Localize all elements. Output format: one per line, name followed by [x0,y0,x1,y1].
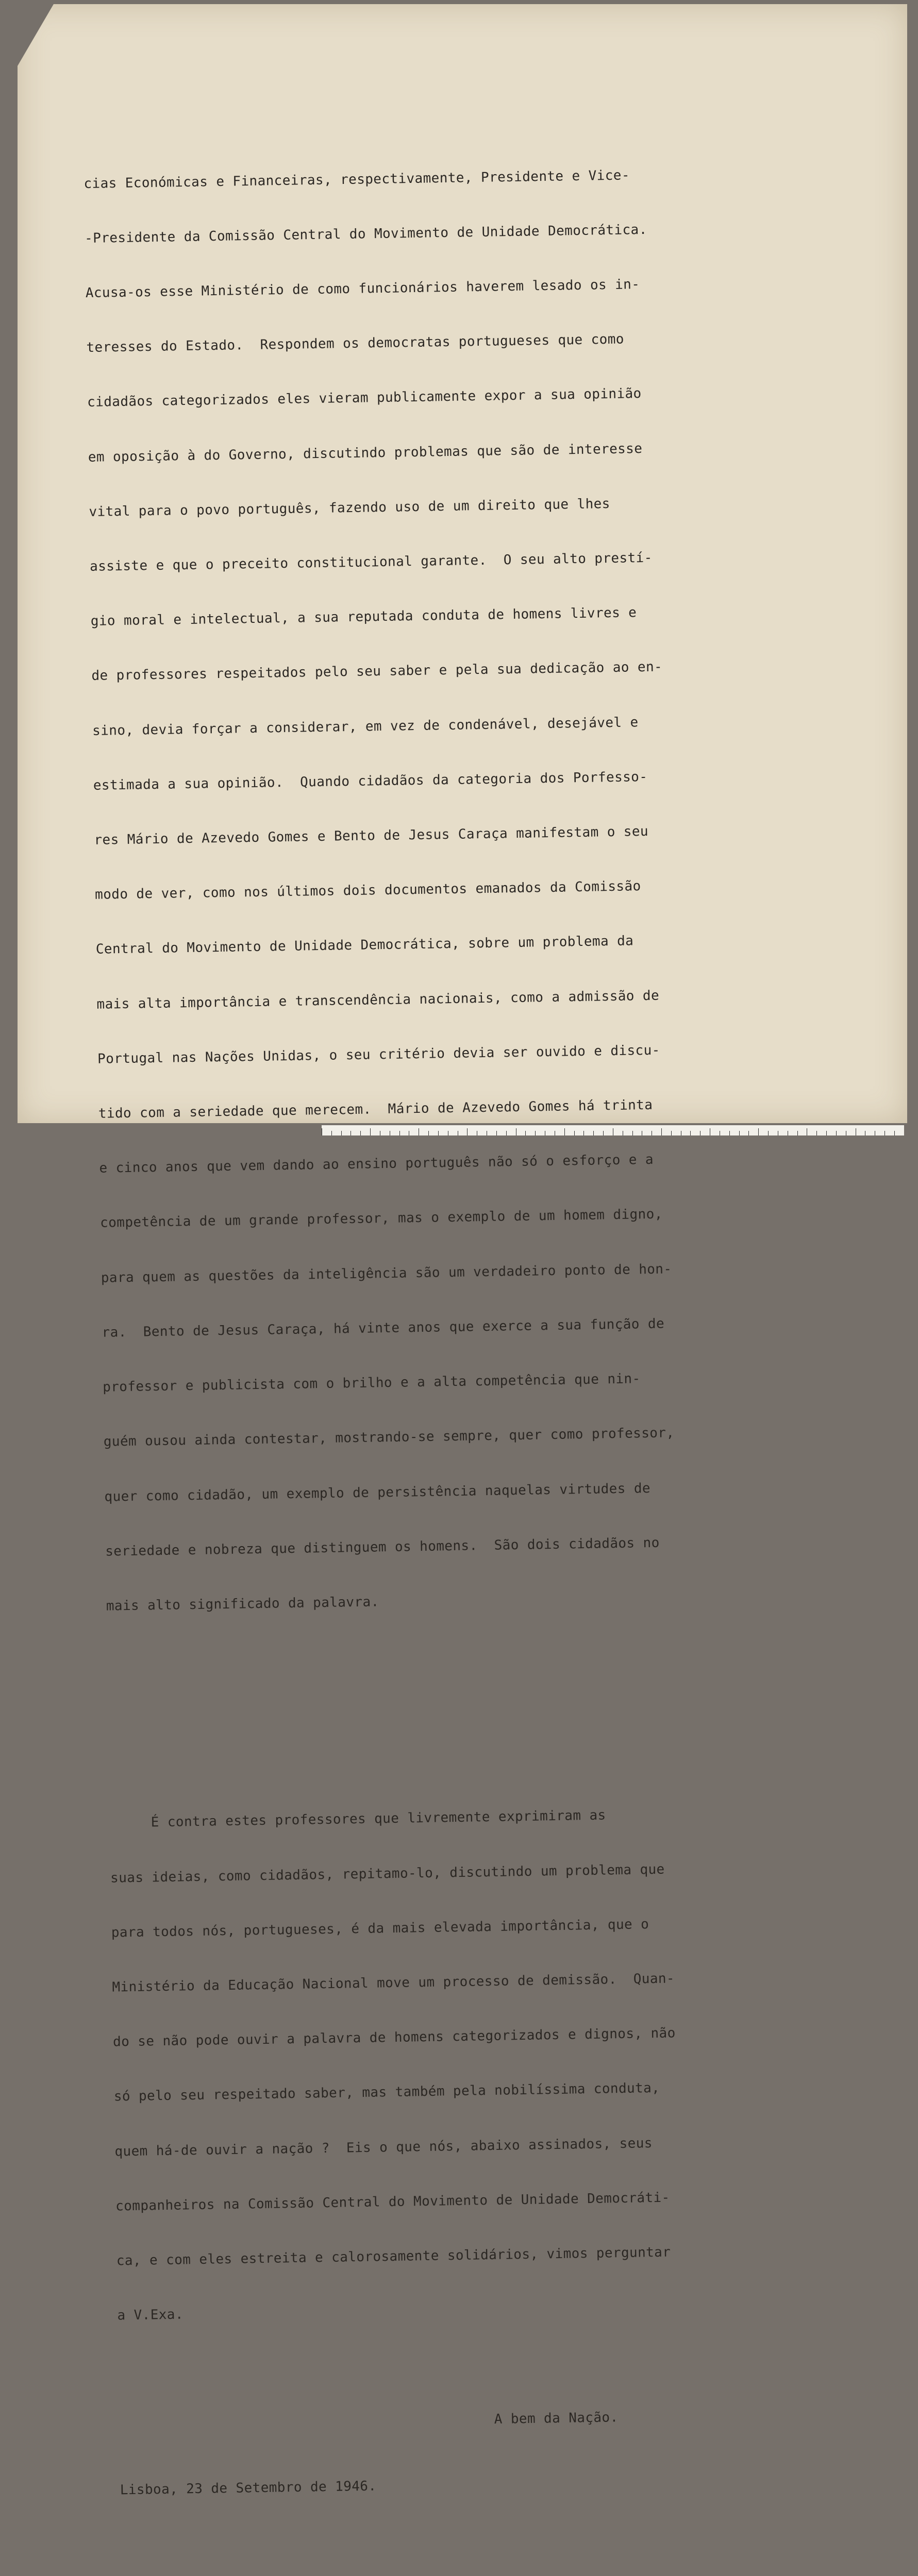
ruler-tick [370,1128,380,1136]
ruler-tick [710,1128,720,1136]
text-line: a V.Exa. [117,2307,184,2324]
text-line: res Mário de Azevedo Gomes e Bento de Jesus Caraça manifestam o seu [94,823,649,848]
ruler-tick [632,1131,642,1136]
ruler-tick [739,1131,749,1136]
ruler-tick [856,1128,865,1136]
ruler-tick [564,1128,574,1136]
place-and-date: Lisboa, 23 de Setembro de 1946. [120,2478,377,2498]
ruler-tick [729,1131,739,1136]
text-line: -Presidente da Comissão Central do Movimento de Unidade Democrática. [84,222,647,246]
ruler-tick [816,1131,826,1136]
text-line: competência de um grande professor, mas o exemplo de um homem digno, [99,1207,663,1231]
ruler-tick [836,1131,846,1136]
ruler-tick [516,1128,526,1136]
ruler-tick [535,1131,545,1136]
ruler-tick [778,1131,788,1136]
ruler-tick [748,1131,758,1136]
text-line: Ministério da Educação Nacional move um processo de demissão. Quan- [112,1971,675,1995]
ruler-tick [448,1131,458,1136]
ruler-tick [884,1131,894,1136]
text-line: mais alto significado da palavra. [106,1594,379,1614]
text-line: modo de ver, como nos últimos dois documentos emanados da Comissão [94,878,641,903]
ruler-tick [409,1131,419,1136]
text-line: para todos nós, portugueses, é da mais elevada importância, que o [111,1916,649,1941]
ruler-tick [419,1128,428,1136]
ruler-tick [768,1131,778,1136]
ruler-tick [613,1128,623,1136]
text-line: em oposição à do Governo, discutindo problemas que são de interesse [88,440,643,465]
paragraph-2 [109,1767,827,2362]
ruler-tick [652,1131,661,1136]
text-line: quer como cidadão, um exemplo de persistência naquelas virtudes de [104,1480,651,1505]
ruler-tick [525,1131,535,1136]
ruler-tick [788,1131,797,1136]
text-line: estimada a sua opinião. Quando cidadãos da categoria dos Porfesso- [93,769,648,793]
ruler-tick [458,1131,468,1136]
ruler-tick [807,1128,816,1136]
text-line: do se não pode ouvir a palavra de homens categorizados e dignos, não [112,2025,676,2050]
ruler-tick [623,1131,632,1136]
ruler-tick [467,1128,477,1136]
typewritten-letter [82,91,839,2576]
scale-ruler [322,1125,904,1136]
ruler-tick [399,1131,409,1136]
text-line: tido com a seriedade que merecem. Mário de Azevedo Gomes há trinta [98,1097,653,1122]
text-line: professor e publicista com o brilho e a alta competência que nin- [102,1371,641,1395]
text-line: Acusa-os esse Ministério de como funcionários haverem lesado os in- [85,277,640,301]
text-line: Portugal nas Nações Unidas, o seu critério devia ser ouvido e discu- [97,1042,660,1067]
text-line: e cinco anos que vem dando ao ensino português não só o esforço e a [99,1152,654,1177]
ruler-tick [390,1131,399,1136]
ruler-tick [603,1131,613,1136]
text-line: mais alta importância e transcendência nacionais, como a admissão de [96,988,660,1012]
ruler-tick [661,1128,671,1136]
ruler-tick [477,1131,487,1136]
torn-corner [18,4,54,66]
text-line: companheiros na Comissão Central do Movimento de Unidade Democráti- [115,2190,670,2214]
text-line: teresses do Estado. Respondem os democratas portugueses que como [86,331,625,356]
text-line: vital para o povo português, fazendo uso de um direito que lhes [89,496,610,520]
text-line: sino, devia forçar a considerar, em vez de condenável, desejável e [92,714,639,739]
text-line: ra. Bento de Jesus Caraça, há vinte anos que exerce a sua função de [102,1316,665,1341]
ruler-tick [506,1131,516,1136]
ruler-tick [720,1131,729,1136]
paragraph-1 [83,127,815,1652]
ruler-tick [574,1131,584,1136]
ruler-tick [642,1131,652,1136]
ruler-tick [758,1128,768,1136]
ruler-tick [350,1131,360,1136]
ruler-tick [865,1131,875,1136]
text-line: suas ideias, como cidadãos, repitamo-lo, discutindo um problema que [110,1861,665,1886]
text-line: cidadãos categorizados eles vieram publicamente expor a sua opinião [87,386,642,411]
text-line: guém ousou ainda contestar, mostrando-se sempre, quer como professor, [103,1425,675,1450]
ruler-tick [894,1131,904,1136]
text-line: só pelo seu respeitado saber, mas também pela nobilíssima conduta, [113,2080,660,2105]
ruler-tick [322,1128,331,1136]
ruler-tick [671,1131,681,1136]
ruler-tick [700,1131,710,1136]
ruler-tick [496,1131,506,1136]
ruler-tick [593,1131,603,1136]
text-line: ca, e com eles estreita e calorosamente solidários, vimos perguntar [116,2244,671,2269]
ruler-tick [341,1131,351,1136]
ruler-tick [438,1131,448,1136]
text-line: para quem as questões da inteligência são um verdadeiro ponto de hon- [101,1261,672,1286]
ruler-tick [555,1131,564,1136]
ruler-tick [487,1131,496,1136]
ruler-tick [846,1131,856,1136]
ruler-tick [380,1131,390,1136]
ruler-tick [360,1131,370,1136]
ruler-tick [875,1131,884,1136]
closing-salutation: A bem da Nação. [494,2409,619,2427]
text-line: assiste e que o preceito constitucional garante. O seu alto prestí- [89,550,653,574]
ruler-tick [428,1131,438,1136]
ruler-tick [826,1131,836,1136]
text-line: gio moral e intelectual, a sua reputada conduta de homens livres e [90,605,637,630]
text-line: seriedade e nobreza que distinguem os homens. São dois cidadãos no [105,1535,660,1560]
text-line: É contra estes professores que livremente exprimiram as [109,1807,606,1831]
ruler-tick [690,1131,700,1136]
ruler-tick [583,1131,593,1136]
text-line: de professores respeitados pelo seu saber e pela sua dedicação ao en- [91,659,663,684]
ruler-tick [681,1131,691,1136]
signature-list [121,2543,838,2576]
text-line: quem há-de ouvir a nação ? Eis o que nós, abaixo assinados, seus [114,2135,653,2160]
text-line: cias Económicas e Financeiras, respectivamente, Presidente e Vice- [84,167,630,192]
text-line: Central do Movimento de Unidade Democrática, sobre um problema da [95,933,634,958]
ruler-tick [797,1131,807,1136]
ruler-tick [545,1131,555,1136]
ruler-tick [331,1131,341,1136]
paragraph-gap [108,1696,816,1723]
